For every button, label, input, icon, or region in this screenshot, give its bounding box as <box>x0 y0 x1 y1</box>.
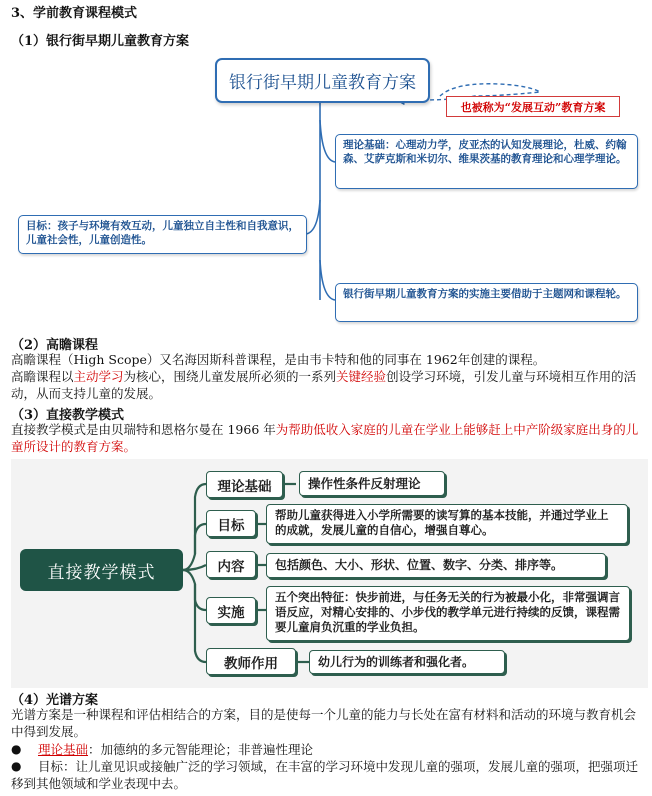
key-experience-term: 关键经验 <box>336 369 387 384</box>
spectrum-goal: 目标：让儿童见识或接触广泛的学习领域，在丰富的学习环境中发现儿童的强项，发展儿童的强项，把强项迁移到其他领域和学业表现中去。 <box>11 759 639 791</box>
bank-street-implementation: 银行街早期儿童教育方案的实施主要借助于主题网和课程轮。 <box>335 283 638 322</box>
branch-label-implementation: 实施 <box>206 597 256 624</box>
bank-street-alias: 也被称为“发展互动”教育方案 <box>446 96 620 117</box>
high-scope-line2 <box>11 368 647 402</box>
spectrum-heading: （4）光谱方案 <box>11 693 99 708</box>
bank-street-goal: 目标：孩子与环境有效互动，儿童独立自主性和自我意识，儿童社会性，儿童创造性。 <box>18 215 307 254</box>
high-scope-heading: （2）高瞻课程 <box>11 338 99 353</box>
branch-desc-content: 包括颜色、大小、形状、位置、数字、分类、排序等。 <box>266 553 606 578</box>
branch-desc-theory: 操作性条件反射理论 <box>299 471 445 496</box>
branch-label-goal: 目标 <box>206 510 256 537</box>
bullet-dot: ● <box>11 759 22 773</box>
bullet-dot: ● <box>11 742 22 756</box>
high-scope-line1: 高瞻课程（High Scope）又名海因斯科普课程，是由韦卡特和他的同事在 1962年创建的课程。 <box>11 352 546 367</box>
branch-desc-goal: 帮助儿童获得进入小学所需要的读写算的基本技能，并通过学业上的成就，发展儿童的自信心，增强自尊心。 <box>266 504 628 544</box>
section-heading: 3、学前教育课程模式 <box>11 6 138 21</box>
bank-street-theory: 理论基础：心理动力学，皮亚杰的认知发展理论，杜威、约翰森、艾萨克斯和米切尔、维果茨基的教育理论和心理学理论。 <box>335 134 638 189</box>
direct-intro-purpose: 为帮助低收入家庭的儿童在学业上能够赶上中产阶级家庭出身的儿童所设计的教育方案。 <box>11 422 639 454</box>
bank-street-root: 银行街早期儿童教育方案 <box>215 58 430 103</box>
branch-label-teacher-role: 教师作用 <box>206 648 296 675</box>
spectrum-theory-label: 理论基础 <box>38 742 89 757</box>
spectrum-intro: 光谱方案是一种课程和评估相结合的方案，目的是使每一个儿童的能力与长处在富有材料和活动的环境与教育机会中得到发展。 <box>11 707 637 739</box>
direct-mindmap <box>11 459 648 688</box>
branch-label-theory: 理论基础 <box>206 471 283 498</box>
branch-label-content: 内容 <box>206 551 256 578</box>
direct-heading: （3）直接教学模式 <box>11 408 125 423</box>
spectrum-theory-text: ：加德纳的多元智能理论；非普遍性理论 <box>88 742 314 757</box>
direct-intro <box>11 421 647 455</box>
high-scope-text-a: 高瞻课程以 <box>11 369 74 384</box>
direct-intro-text: 直接教学模式是由贝瑞特和恩格尔曼在 1966 年 <box>11 422 276 437</box>
bank-street-heading: （1）银行街早期儿童教育方案 <box>11 34 190 49</box>
high-scope-text-c: 创设学习环境，引发儿童与环境相互作用的活动，从而支持儿童的发展。 <box>11 369 637 401</box>
branch-desc-implementation: 五个突出特征：快步前进，与任务无关的行为被最小化，非常强调言语反应，对精心安排的、小步伐的教学单元进行持续的反馈，课程需要儿童肩负沉重的学业负担。 <box>266 586 630 641</box>
mindmap-center: 直接教学模式 <box>20 549 183 591</box>
branch-desc-teacher-role: 幼儿行为的训练者和强化者。 <box>309 650 505 674</box>
high-scope-text-b: 为核心，围绕儿童发展所必须的一系列 <box>123 369 337 384</box>
active-learning-term: 主动学习 <box>73 369 124 384</box>
spectrum-theory <box>38 741 638 758</box>
